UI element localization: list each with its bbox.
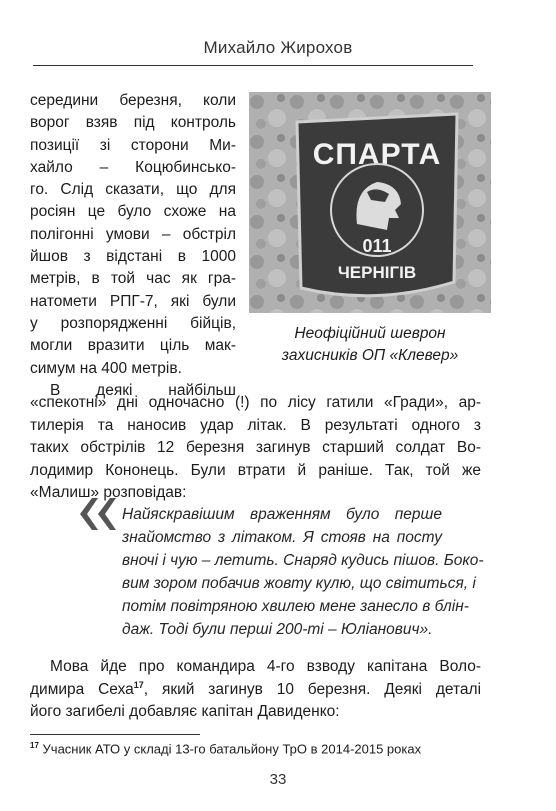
- quote-line: потім повітряною хвилею мене занесло в блін-: [122, 598, 469, 615]
- caption-line: захисників ОП «Клевер»: [281, 347, 459, 364]
- text-line: «спекотні» дні одночасно (!) по лісу гатили «Гради», ар-: [30, 394, 481, 411]
- text-line: його загибелі добавляє капітан Давиденко:: [30, 703, 340, 721]
- footnote-number: 17: [30, 741, 39, 750]
- text-line: ворог взяв під контроль: [30, 114, 236, 132]
- text-line: натомети РПГ-7, які були: [30, 292, 236, 310]
- patch-top-text: СПАРТА: [312, 138, 442, 171]
- paragraph-start-line: В деякі найбільш: [50, 381, 236, 399]
- text-line: середини березня, коли: [30, 92, 236, 109]
- text-line: симум на 400 метрів.: [30, 359, 182, 377]
- footnote-rule: [30, 734, 200, 735]
- caption-line: Неофіційний шеврон: [294, 325, 446, 342]
- footnote: [30, 741, 421, 756]
- page-number: 33: [269, 771, 287, 788]
- text-line: лодимир Кононець. Були втрати й раніше. Так, той же: [30, 461, 481, 479]
- text-fragment: димира Сеха: [30, 680, 134, 698]
- text-fragment: , який загинув 10 березня. Деякі деталі: [143, 680, 482, 698]
- text-line: тилерія та наносив удар літак. В результаті одного з: [30, 416, 481, 434]
- text-line: полігонні умови – обстріл: [30, 225, 236, 243]
- quote-line: Найяскравішим враженням було перше: [122, 506, 442, 523]
- patch-number: 011: [362, 236, 392, 256]
- quote-line: вночі і чую – летить. Снаряд кудись пішов. Боко-: [122, 552, 484, 569]
- text-line: росіян це було схоже на: [30, 203, 236, 221]
- header-rule: [33, 65, 473, 66]
- quote-mark-icon: [78, 494, 118, 534]
- text-line: позиції зі сторони Ми-: [30, 136, 236, 154]
- text-line: хайло – Коцюбинсько-: [30, 158, 236, 176]
- photo-caption: [249, 323, 491, 367]
- left-column-text: [30, 90, 236, 402]
- text-line: [30, 679, 481, 702]
- running-header: Михайло Жирохов: [203, 38, 353, 57]
- text-line: йшов з відстані в 1000: [30, 248, 236, 266]
- quote-line: вим зором побачив жовту кулю, що світиться, і: [122, 575, 476, 592]
- footnote-ref[interactable]: 17: [133, 679, 144, 690]
- text-line: таких обстрілів 12 березня загинув старший солдат Во-: [30, 439, 481, 457]
- text-line: «Малиш» розповідав:: [30, 484, 187, 502]
- patch-image: [249, 92, 491, 313]
- text-line: у розпорядженні бійців,: [30, 314, 236, 332]
- text-line: могли вразити ціль мак-: [30, 337, 236, 355]
- text-line: Мова йде про командира 4-го взводу капітана Воло-: [50, 658, 481, 675]
- body-paragraph: [30, 392, 481, 505]
- quote-line: знайомство з літаком. Я стояв на посту: [122, 529, 442, 546]
- text-line: метрів, в той час як гра-: [30, 270, 236, 288]
- footnote-text: Учасник АТО у складі 13-го батальйону ТрО в 2014-2015 роках: [42, 741, 422, 757]
- quote-line: даж. Тоді були перші 200-ті – Юліанович».: [122, 621, 433, 638]
- text-line: го. Слід сказати, що для: [30, 181, 236, 199]
- chevron-photo: [249, 92, 491, 313]
- patch-city: ЧЕРНІГІВ: [337, 263, 417, 282]
- body-paragraph: [30, 656, 481, 724]
- block-quote: [122, 503, 484, 641]
